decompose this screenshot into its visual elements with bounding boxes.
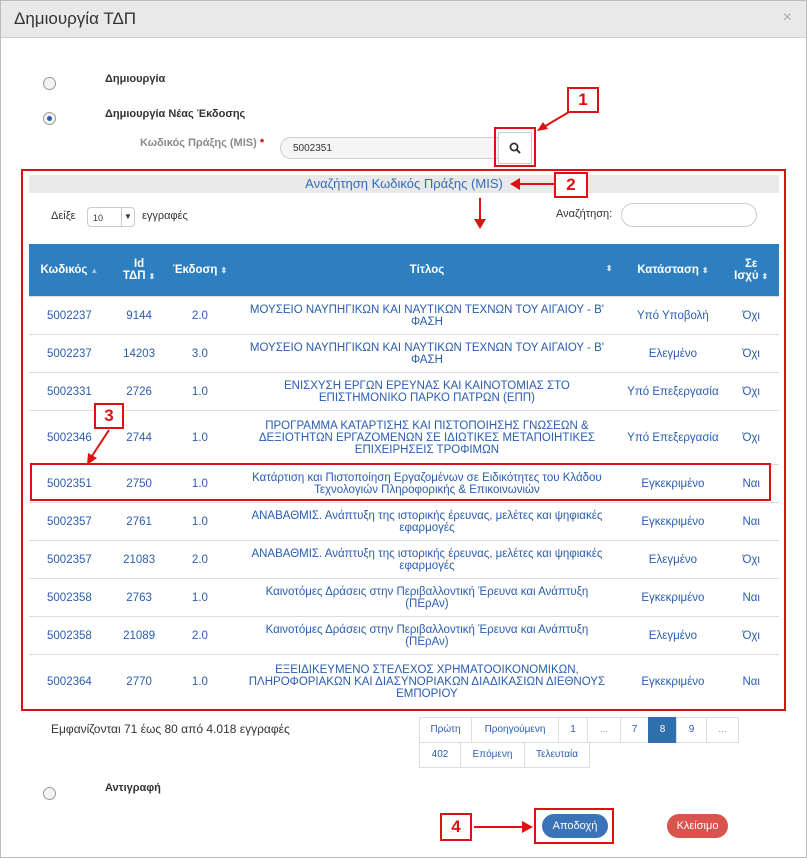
- mis-label-text: Κωδικός Πράξης (MIS): [140, 137, 257, 149]
- annotation-arrow-3: [83, 428, 113, 468]
- page-8-button[interactable]: 8: [648, 717, 677, 743]
- cell-status: Ελεγμένο: [622, 335, 723, 373]
- col-header-version[interactable]: [168, 244, 231, 297]
- cell-title-line: ΕΜΠΟΡΙΟΥ: [396, 687, 458, 700]
- cell-version: 3.0: [168, 335, 231, 373]
- cell-title: [231, 655, 622, 709]
- cell-status: Υπό Επεξεργασία: [622, 411, 723, 465]
- cell-code: 5002237: [29, 297, 110, 335]
- table-row[interactable]: [29, 373, 779, 411]
- col-header-title[interactable]: [231, 244, 622, 297]
- cell-valid: Ναι: [723, 655, 779, 709]
- search-panel-bar: [29, 175, 779, 193]
- sort-icon: ⬍: [605, 264, 613, 273]
- col-header-id[interactable]: [110, 244, 169, 297]
- cell-title: [231, 297, 622, 335]
- annotation-box-3: [30, 463, 771, 501]
- show-suffix: εγγραφές: [142, 210, 188, 222]
- cell-code: 5002351: [29, 465, 110, 503]
- cell-id: 14203: [110, 335, 169, 373]
- create-option-label: Δημιουργία: [105, 73, 166, 85]
- close-button[interactable]: Κλείσιμο: [667, 814, 728, 838]
- annotation-arrow-1: [533, 109, 573, 133]
- cell-title-line: ΠΛΗΡΟΦΟΡΙΑΚΩΝ ΚΑΙ ΔΙΑΣΥΝΟΡΙΑΚΩΝ ΔΙΑΔΙΚΑΣΙΩΝ ΔΙΕΘΝΟΥΣ: [248, 675, 606, 688]
- cell-title-line: ΜΟΥΣΕΙΟ ΝΑΥΠΗΓΙΚΩΝ ΚΑΙ ΝΑΥΤΙΚΩΝ ΤΕΧΝΩΝ ΤΟΥ ΑΙΓΑΙΟΥ - Β': [249, 303, 604, 316]
- cell-valid: Ναι: [723, 465, 779, 503]
- sort-asc-icon: ▲: [90, 266, 99, 275]
- cell-id: 2763: [110, 579, 169, 617]
- table-row[interactable]: [29, 617, 779, 655]
- cell-title-line: Τεχνολογιών Πληροφορικής & Επικοινωνιών: [314, 483, 540, 496]
- cell-id: 2750: [110, 465, 169, 503]
- col-header-status-label: Κατάσταση: [637, 264, 699, 276]
- page-prev-button[interactable]: Προηγούμενη: [471, 717, 559, 743]
- cell-title-line: ΕΞΕΙΔΙΚΕΥΜΕΝΟ ΣΤΕΛΕΧΟΣ ΧΡΗΜΑΤΟΟΙΚΟΝΟΜΙΚΩΝ,: [275, 663, 579, 676]
- cell-title-line: ΕΠΙΧΕΙΡΗΣΕΙΣ ΤΡΟΦΙΜΩΝ: [354, 443, 500, 456]
- page-9-button[interactable]: 9: [676, 717, 707, 743]
- annotation-arrow-2: [509, 177, 557, 191]
- search-label: Αναζήτηση:: [556, 208, 613, 220]
- mis-input[interactable]: 5002351: [280, 137, 502, 159]
- cell-id: 2770: [110, 655, 169, 709]
- show-prefix: Δείξε: [51, 210, 76, 222]
- cell-title: [231, 541, 622, 579]
- search-panel-title: Αναζήτηση Κωδικός Πράξης (MIS): [305, 176, 503, 191]
- cell-status: Ελεγμένο: [622, 617, 723, 655]
- cell-valid: Όχι: [723, 373, 779, 411]
- cell-valid: Όχι: [723, 335, 779, 373]
- table-row[interactable]: [29, 335, 779, 373]
- cell-id: 9144: [110, 297, 169, 335]
- cell-title-line: (ΠΕρΑν): [405, 597, 449, 610]
- cell-valid: Ναι: [723, 579, 779, 617]
- cell-title-line: εφαρμογές: [399, 521, 455, 534]
- col-header-id-line2: ΤΔΠ: [122, 270, 146, 282]
- annotation-label-2: 2: [554, 172, 588, 198]
- cell-title-line: ΕΝΙΣΧΥΣΗ ΕΡΓΩΝ ΕΡΕΥΝΑΣ ΚΑΙ ΚΑΙΝΟΤΟΜΙΑΣ ΣΤΟ: [283, 379, 570, 392]
- cell-valid: Όχι: [723, 297, 779, 335]
- cell-title-line: (ΠΕρΑν): [405, 635, 449, 648]
- cell-code: 5002358: [29, 579, 110, 617]
- col-header-version-label: Έκδοση: [172, 264, 218, 276]
- cell-code: 5002237: [29, 335, 110, 373]
- sort-icon: ⬍: [761, 272, 769, 281]
- annotation-label-4: 4: [440, 813, 472, 841]
- cell-status: Εγκεκριμένο: [622, 465, 723, 503]
- accept-button[interactable]: Αποδοχή: [542, 814, 608, 838]
- annotation-box-1: [494, 127, 536, 167]
- col-header-code[interactable]: [29, 244, 110, 297]
- page-402-button[interactable]: 402: [419, 742, 461, 768]
- cell-code: 5002364: [29, 655, 110, 709]
- new-version-radio[interactable]: [43, 112, 56, 125]
- cell-title-line: ΔΕΞΙΟΤΗΤΩΝ ΕΡΓΑΖΟΜΕΝΩΝ ΣΕ ΙΔΙΩΤΙΚΕΣ ΜΕΤΑΠΟΙΗΤΙΚΕΣ: [258, 431, 595, 444]
- cell-code: 5002357: [29, 541, 110, 579]
- cell-title-line: Καινοτόμες Δράσεις στην Περιβαλλοντική Έρευνα και Ανάπτυξη: [265, 585, 589, 598]
- cell-title-line: ΠΡΟΓΡΑΜΜΑ ΚΑΤΑΡΤΙΣΗΣ ΚΑΙ ΠΙΣΤΟΠΟΙΗΣΗΣ ΓΝΩΣΕΩΝ &: [265, 419, 589, 432]
- cell-title-line: Καινοτόμες Δράσεις στην Περιβαλλοντική Έρευνα και Ανάπτυξη: [265, 623, 589, 636]
- cell-id: 2744: [110, 411, 169, 465]
- col-header-code-label: Κωδικός: [40, 264, 88, 276]
- cell-title: [231, 373, 622, 411]
- cell-title-line: ΑΝΑΒΑΘΜΙΣ. Ανάπτυξη της ιστορικής έρευνας, μελέτες και ψηφιακές: [251, 547, 603, 560]
- cell-version: 1.0: [168, 579, 231, 617]
- new-version-option-label: Δημιουργία Νέας Έκδοσης: [105, 108, 246, 120]
- modal-title: Δημιουργία ΤΔΠ: [14, 9, 137, 28]
- cell-valid: Όχι: [723, 617, 779, 655]
- cell-title: [231, 503, 622, 541]
- table-search-input[interactable]: [621, 203, 757, 227]
- cell-title: [231, 411, 622, 465]
- annotation-label-3: 3: [94, 403, 124, 429]
- cell-title: [231, 617, 622, 655]
- cell-status: Εγκεκριμένο: [622, 503, 723, 541]
- page-last-button[interactable]: Τελευταία: [524, 742, 590, 768]
- sort-icon: ⬍: [701, 266, 709, 275]
- table-row[interactable]: [29, 411, 779, 465]
- chevron-down-icon: ▼: [121, 208, 134, 226]
- cell-status: Εγκεκριμένο: [622, 579, 723, 617]
- col-header-status[interactable]: [622, 244, 723, 297]
- cell-title-line: ΕΠΙΣΤΗΜΟΝΙΚΟ ΠΑΡΚΟ ΠΑΤΡΩΝ (ΕΠΠ): [318, 391, 535, 404]
- page-first-button[interactable]: Πρώτη: [419, 717, 472, 743]
- cell-title-line: ΦΑΣΗ: [410, 353, 443, 366]
- copy-radio[interactable]: [43, 787, 56, 800]
- cell-status: Υπό Επεξεργασία: [622, 373, 723, 411]
- annotation-arrow-4: [473, 820, 535, 834]
- cell-title: [231, 335, 622, 373]
- cell-version: 1.0: [168, 655, 231, 709]
- cell-version: 1.0: [168, 411, 231, 465]
- table-info: Εμφανίζονται 71 έως 80 από 4.018 εγγραφές: [51, 722, 290, 736]
- col-header-valid[interactable]: [723, 244, 779, 297]
- cell-code: 5002346: [29, 411, 110, 465]
- cell-id: 2726: [110, 373, 169, 411]
- page-7-button[interactable]: 7: [620, 717, 649, 743]
- page-size-value: 10: [93, 213, 104, 223]
- cell-id: 21083: [110, 541, 169, 579]
- table-row[interactable]: [29, 541, 779, 579]
- page-ellipsis-1: ...: [587, 717, 621, 743]
- table-header-row: [29, 244, 779, 297]
- cell-code: 5002357: [29, 503, 110, 541]
- col-header-valid-line1: Σε: [745, 258, 758, 270]
- cell-valid: Ναι: [723, 503, 779, 541]
- table-row[interactable]: [29, 503, 779, 541]
- cell-code: 5002331: [29, 373, 110, 411]
- cell-version: 1.0: [168, 373, 231, 411]
- cell-status: Υπό Υποβολή: [622, 297, 723, 335]
- cell-id: 2761: [110, 503, 169, 541]
- cell-title-line: ΑΝΑΒΑΘΜΙΣ. Ανάπτυξη της ιστορικής έρευνας, μελέτες και ψηφιακές: [251, 509, 603, 522]
- sort-icon: ⬍: [220, 266, 228, 275]
- page-next-button[interactable]: Επόμενη: [460, 742, 525, 768]
- cell-title-line: ΜΟΥΣΕΙΟ ΝΑΥΠΗΓΙΚΩΝ ΚΑΙ ΝΑΥΤΙΚΩΝ ΤΕΧΝΩΝ ΤΟΥ ΑΙΓΑΙΟΥ - Β': [249, 341, 604, 354]
- cell-version: 1.0: [168, 465, 231, 503]
- cell-title-line: εφαρμογές: [399, 559, 455, 572]
- table-row[interactable]: [29, 297, 779, 335]
- cell-status: Εγκεκριμένο: [622, 655, 723, 709]
- cell-version: 2.0: [168, 617, 231, 655]
- page-1-button[interactable]: 1: [558, 717, 588, 743]
- cell-code: 5002358: [29, 617, 110, 655]
- modal-header: [1, 1, 806, 38]
- cell-valid: Όχι: [723, 541, 779, 579]
- cell-title-line: ΦΑΣΗ: [410, 315, 443, 328]
- cell-version: 2.0: [168, 297, 231, 335]
- sort-icon: ⬍: [148, 272, 156, 281]
- col-header-title-label: Τίτλος: [409, 264, 445, 276]
- close-icon[interactable]: ×: [782, 9, 792, 26]
- cell-valid: Όχι: [723, 411, 779, 465]
- annotation-arrow-2-down: [473, 197, 487, 231]
- cell-version: 1.0: [168, 503, 231, 541]
- page-size-select[interactable]: [87, 207, 135, 227]
- table-row[interactable]: [29, 655, 779, 709]
- col-header-id-line1: Id: [133, 258, 145, 270]
- annotation-label-1: 1: [567, 87, 599, 113]
- table-row[interactable]: [29, 579, 779, 617]
- cell-version: 2.0: [168, 541, 231, 579]
- create-radio[interactable]: [43, 77, 56, 90]
- copy-option-label: Αντιγραφή: [105, 782, 161, 794]
- required-marker: *: [259, 137, 265, 149]
- cell-title: [231, 579, 622, 617]
- col-header-valid-line2: Ισχύ: [734, 270, 759, 282]
- cell-id: 21089: [110, 617, 169, 655]
- cell-title-line: Κατάρτιση και Πιστοποίηση Εργαζομένων σε Ειδικότητες του Κλάδου: [252, 471, 602, 484]
- page-ellipsis-2: ...: [706, 717, 739, 743]
- mis-label: [140, 137, 264, 149]
- cell-status: Ελεγμένο: [622, 541, 723, 579]
